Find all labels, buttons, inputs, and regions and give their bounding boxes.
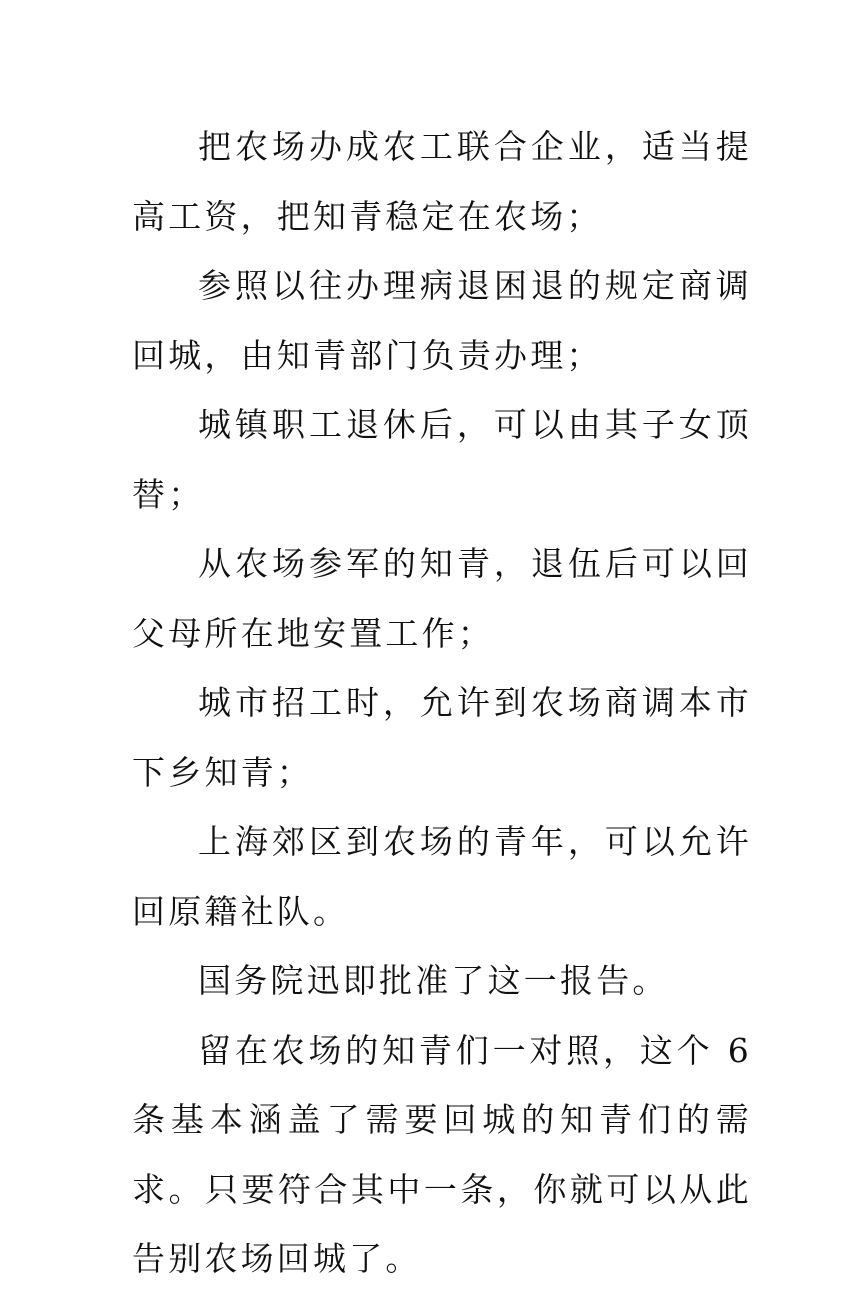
body-text [132, 112, 752, 1294]
paragraph-1: 把农场办成农工联合企业，适当提高工资，把知青稳定在农场； [132, 127, 752, 236]
paragraph-6: 上海郊区到农场的青年，可以允许回原籍社队。 [132, 822, 752, 931]
paragraph-8: 留在农场的知青们一对照，这个 6 条基本涵盖了需要回城的知青们的需求。只要符合其中一条，你就可以从此告别农场回城了。 [132, 1030, 752, 1278]
paragraph-7: 国务院迅即批准了这一报告。 [198, 961, 669, 1000]
paragraph-3: 城镇职工退休后，可以由其子女顶替； [132, 405, 752, 514]
paragraph-4: 从农场参军的知青，退伍后可以回父母所在地安置工作； [132, 544, 752, 653]
paragraph-5: 城市招工时，允许到农场商调本市下乡知青； [132, 683, 752, 792]
paragraph-2: 参照以往办理病退困退的规定商调回城，由知青部门负责办理； [132, 266, 752, 375]
